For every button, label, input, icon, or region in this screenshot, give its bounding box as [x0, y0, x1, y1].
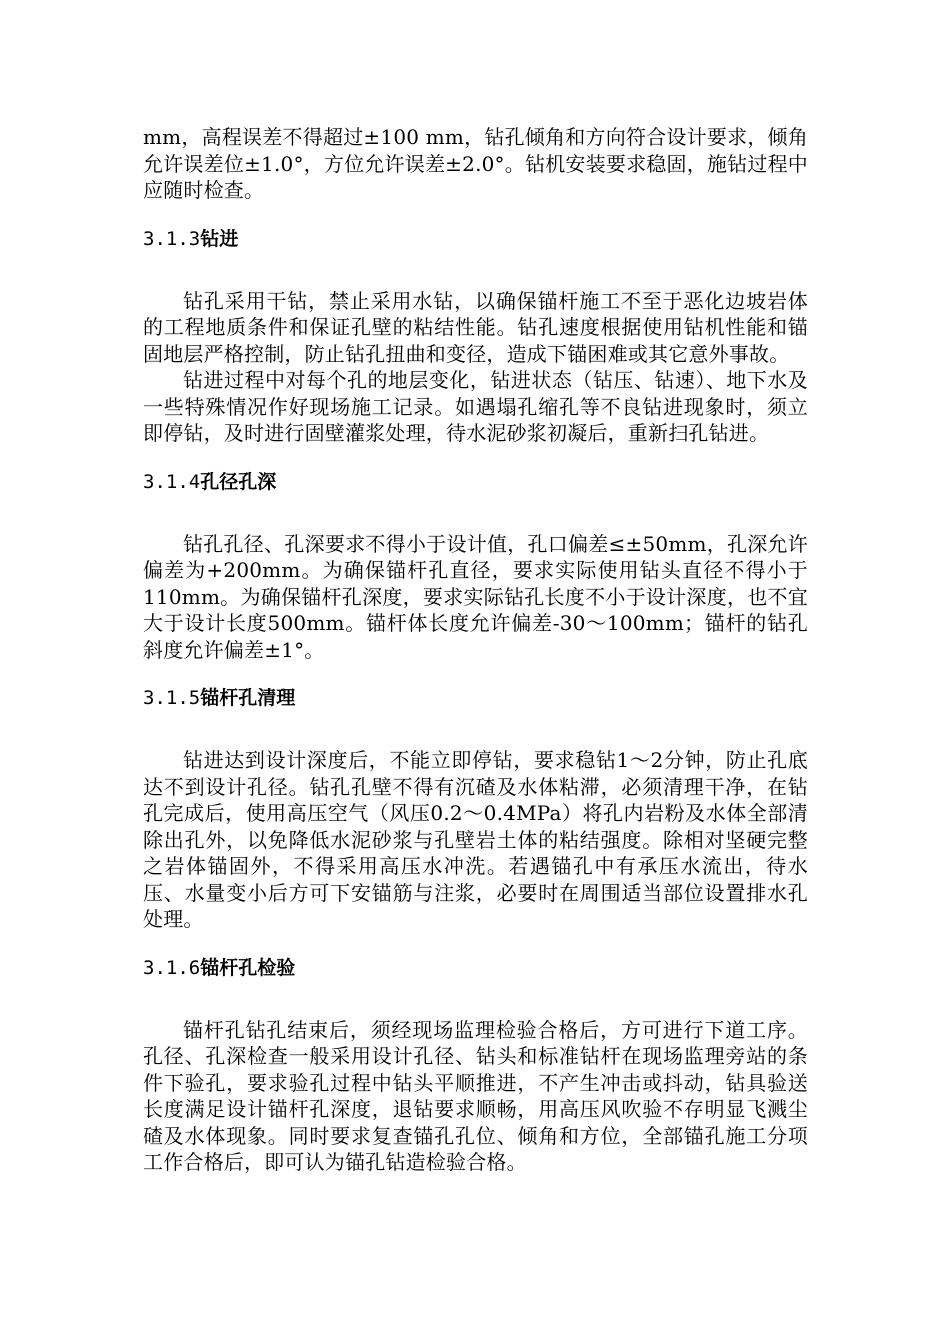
- section-title: 孔径孔深: [200, 470, 277, 493]
- body-paragraph: 锚杆孔钻孔结束后，须经现场监理检验合格后，方可进行下道工序。孔径、孔深检查一般采用设计孔径、钻头和标准钻杆在现场监理旁站的条件下验孔，要求验孔过程中钻头平顺推进，不产生冲击或抖动，钻具验送长度满足设计锚杆孔深度，退钻要求顺畅，用高压风吹验不存明显飞溅尘碴及水体现象。同时要求复查锚孔孔位、倾角和方位，全部锚孔施工分项工作合格后，即可认为锚孔钻造检验合格。: [143, 1017, 808, 1174]
- spacer: [143, 252, 808, 288]
- body-paragraph: 钻孔采用干钻，禁止采用水钻，以确保锚杆施工不至于恶化边坡岩体的工程地质条件和保证孔壁的粘结性能。钻孔速度根据使用钻机性能和锚固地层严格控制，防止钻孔扭曲和变径，造成下锚困难或其它意外事故。: [143, 288, 808, 366]
- body-paragraph: 钻进过程中对每个孔的地层变化，钻进状态（钻压、钻速）、地下水及一些特殊情况作好现场施工记录。如遇塌孔缩孔等不良钻进现象时，须立即停钻，及时进行固壁灌浆处理，待水泥砂浆初凝后，重新扫孔钻进。: [143, 368, 808, 445]
- section-title: 钻进: [200, 227, 239, 250]
- section-heading-3-1-5: [143, 685, 808, 711]
- body-paragraph: mm，高程误差不得超过±100 mm，钻孔倾角和方向符合设计要求，倾角允许误差位±1.0°，方位允许误差±2.0°。钻机安装要求稳固，施钻过程中应随时检查。: [143, 125, 808, 202]
- spacer: [143, 981, 808, 1017]
- section-title: 锚杆孔检验: [200, 956, 296, 979]
- document-page: [143, 124, 808, 1176]
- body-paragraph: 钻孔孔径、孔深要求不得小于设计值，孔口偏差≤±50mm，孔深允许偏差为+200mm。为确保锚杆孔直径，要求实际使用钻头直径不得小于110mm。为确保锚杆孔深度，要求实际钻孔长度不小于设计深度，也不宜大于设计长度500mm。锚杆体长度允许偏差-30～100mm；锚杆的钻孔斜度允许偏差±1°。: [143, 531, 808, 662]
- section-heading-3-1-3: [143, 226, 808, 252]
- section-heading-3-1-4: [143, 469, 808, 495]
- section-title: 锚杆孔清理: [200, 687, 296, 709]
- spacer: [143, 933, 808, 955]
- spacer: [143, 447, 808, 469]
- spacer: [143, 663, 808, 685]
- section-number: 3.1.4: [143, 470, 201, 493]
- section-number: 3.1.6: [143, 956, 201, 979]
- body-paragraph: 钻进达到设计深度后，不能立即停钻，要求稳钻1～2分钟，防止孔底达不到设计孔径。钻孔孔壁不得有沉碴及水体粘滞，必须清理干净，在钻孔完成后，使用高压空气（风压0.2～0.4MPa）将孔内岩粉及水体全部清除出孔外，以免降低水泥砂浆与孔壁岩土体的粘结强度。除相对坚硬完整之岩体锚固外，不得采用高压水冲洗。若遇锚孔中有承压水流出，待水压、水量变小后方可下安锚筋与注浆，必要时在周围适当部位设置排水孔处理。: [143, 748, 808, 931]
- section-heading-3-1-6: [143, 955, 808, 981]
- spacer: [143, 711, 808, 747]
- spacer: [143, 204, 808, 226]
- section-number: 3.1.5: [143, 687, 201, 709]
- section-number: 3.1.3: [143, 227, 201, 250]
- spacer: [143, 495, 808, 531]
